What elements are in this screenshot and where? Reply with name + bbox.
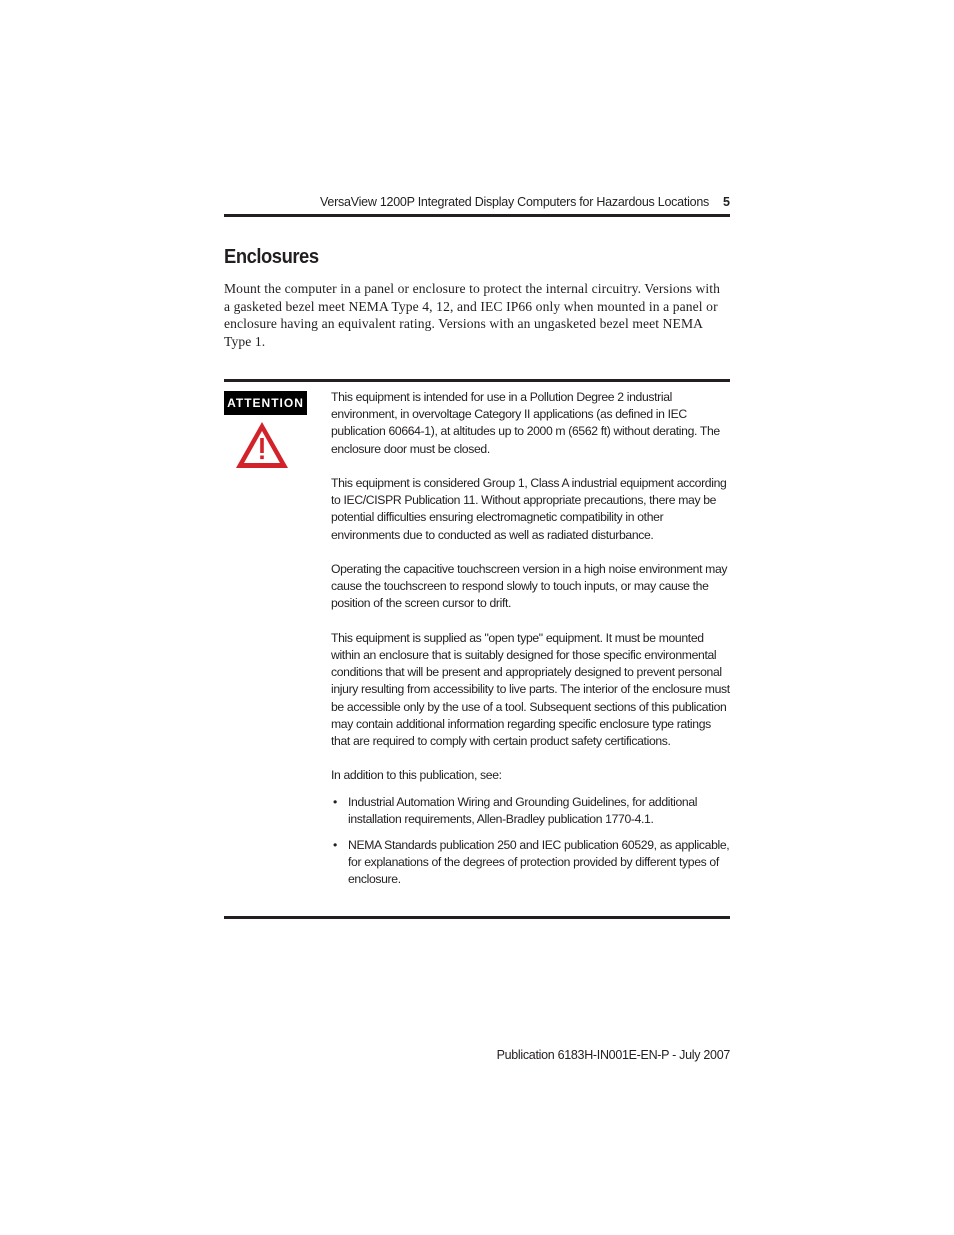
attention-box-top-rule	[224, 379, 730, 382]
running-header	[224, 192, 730, 212]
list-item-text: NEMA Standards publication 250 and IEC publication 60529, as applicable, for explanations of the degrees of protection provided by different types of enclosure.	[348, 837, 730, 887]
attention-see-also-intro: In addition to this publication, see:	[331, 768, 502, 783]
attention-box-bottom-rule	[224, 916, 730, 919]
attention-paragraph: This equipment is intended for use in a Pollution Degree 2 industrial environment, in overvoltage Category II applications (as defined in IEC publication 60664-1), at altitudes up to 2000 m (6562 ft) without derating. The enclosure door must be closed.	[331, 390, 720, 456]
list-item	[331, 837, 731, 889]
warning-exclamation-bar	[260, 438, 264, 453]
header-rule	[224, 214, 730, 217]
list-item	[331, 794, 731, 828]
attention-paragraph: This equipment is considered Group 1, Class A industrial equipment according to IEC/CISPR Publication 11. Without appropriate precautions, there may be potential difficulties ensuring electromagnetic compatibility in other environments due to conducted as well as radiated disturbance.	[331, 476, 727, 542]
bullet-icon: •	[333, 837, 337, 852]
attention-paragraph: This equipment is supplied as "open type" equipment. It must be mounted within an enclosure that is suitably designed for those specific environmental conditions that will be present and appropriately designed to prevent personal injury resulting from accessibility to live parts. The interior of the enclosure must be accessible only by the use of a tool. Subsequent sections of this publication may contain additional information regarding specific enclosure type ratings that are required to comply with certain product safety certifications.	[331, 630, 730, 749]
warning-exclamation-dot	[260, 456, 264, 460]
running-header-title: VersaView 1200P Integrated Display Computers for Hazardous Locations	[320, 195, 710, 209]
see-also-list	[331, 794, 731, 889]
publication-footer: Publication 6183H-IN001E-EN-P - July 2007	[496, 1048, 730, 1062]
page-number: 5	[723, 195, 730, 209]
warning-triangle-icon	[234, 420, 290, 470]
section-title: Enclosures	[224, 246, 319, 268]
attention-paragraph: Operating the capacitive touchscreen version in a high noise environment may cause the touchscreen to respond slowly to touch inputs, or may cause the position of the screen cursor to drift.	[331, 562, 728, 611]
intro-paragraph: Mount the computer in a panel or enclosure to protect the internal circuitry. Versions with a gasketed bezel meet NEMA Type 4, 12, and IEC IP66 only when mounted in a panel or enclosure having an equivalent rating. Versions with an ungasketed bezel meet NEMA Type 1.	[224, 281, 721, 349]
bullet-icon: •	[333, 794, 337, 809]
list-item-text: Industrial Automation Wiring and Grounding Guidelines, for additional installation requirements, Allen-Bradley publication 1770-4.1.	[348, 794, 698, 826]
attention-body	[331, 389, 731, 897]
attention-badge: ATTENTION	[224, 391, 307, 415]
